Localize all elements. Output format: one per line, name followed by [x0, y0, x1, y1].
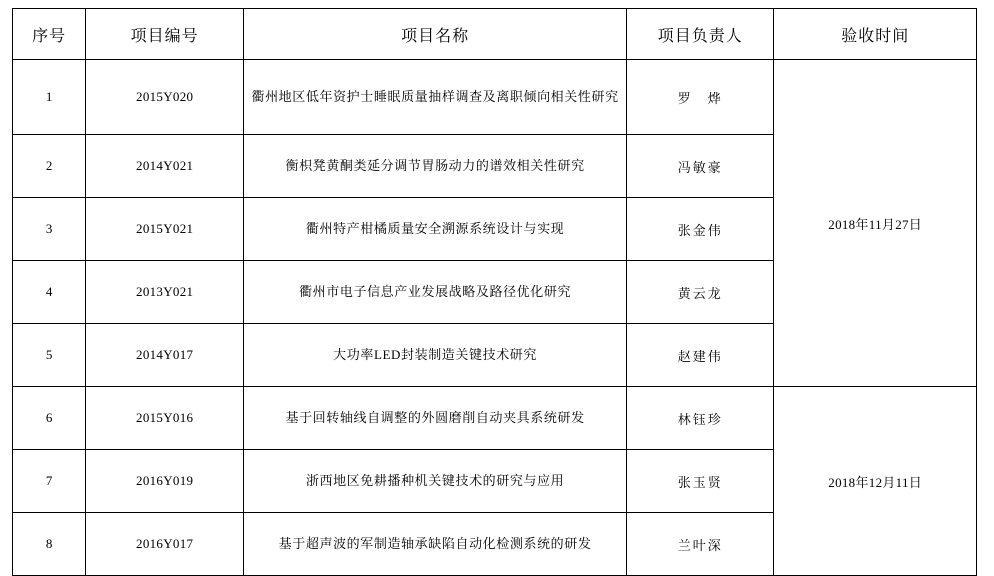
cell-leader: 兰叶深	[627, 513, 774, 576]
cell-leader: 赵建伟	[627, 324, 774, 387]
cell-name: 衢州特产柑橘质量安全溯源系统设计与实现	[244, 198, 627, 261]
cell-code: 2016Y019	[86, 450, 244, 513]
cell-leader: 黄云龙	[627, 261, 774, 324]
cell-seq: 3	[13, 198, 86, 261]
cell-seq: 4	[13, 261, 86, 324]
cell-name: 浙西地区免耕播种机关键技术的研究与应用	[244, 450, 627, 513]
cell-name: 衢州市电子信息产业发展战略及路径优化研究	[244, 261, 627, 324]
table-header-row	[13, 9, 977, 60]
header-cell-code: 项目编号	[86, 9, 244, 60]
cell-seq: 2	[13, 135, 86, 198]
table-row	[13, 387, 977, 450]
cell-leader: 罗 烨	[627, 60, 774, 135]
header-cell-seq: 序号	[13, 9, 86, 60]
cell-code: 2014Y021	[86, 135, 244, 198]
cell-leader: 冯敏豪	[627, 135, 774, 198]
cell-date-group-2: 2018年12月11日	[774, 387, 977, 576]
cell-seq: 1	[13, 60, 86, 135]
cell-leader: 张金伟	[627, 198, 774, 261]
cell-name: 衡枳凳黄酮类延分调节胃肠动力的谱效相关性研究	[244, 135, 627, 198]
cell-seq: 6	[13, 387, 86, 450]
table-header	[13, 9, 977, 60]
cell-code: 2013Y021	[86, 261, 244, 324]
cell-name: 基于回转轴线自调整的外圆磨削自动夹具系统研发	[244, 387, 627, 450]
cell-leader: 林钰珍	[627, 387, 774, 450]
cell-code: 2014Y017	[86, 324, 244, 387]
table-row	[13, 60, 977, 135]
cell-code: 2015Y021	[86, 198, 244, 261]
header-cell-date: 验收时间	[774, 9, 977, 60]
table-body	[13, 60, 977, 576]
project-acceptance-table	[12, 8, 977, 576]
cell-code: 2015Y016	[86, 387, 244, 450]
cell-date-group-1: 2018年11月27日	[774, 60, 977, 387]
cell-seq: 5	[13, 324, 86, 387]
header-cell-leader: 项目负责人	[627, 9, 774, 60]
cell-code: 2015Y020	[86, 60, 244, 135]
cell-seq: 8	[13, 513, 86, 576]
header-cell-name: 项目名称	[244, 9, 627, 60]
cell-leader: 张玉贤	[627, 450, 774, 513]
cell-name: 衢州地区低年资护士睡眠质量抽样调查及离职倾向相关性研究	[244, 60, 627, 135]
cell-code: 2016Y017	[86, 513, 244, 576]
cell-seq: 7	[13, 450, 86, 513]
cell-name: 基于超声波的军制造轴承缺陷自动化检测系统的研发	[244, 513, 627, 576]
cell-name: 大功率LED封装制造关键技术研究	[244, 324, 627, 387]
